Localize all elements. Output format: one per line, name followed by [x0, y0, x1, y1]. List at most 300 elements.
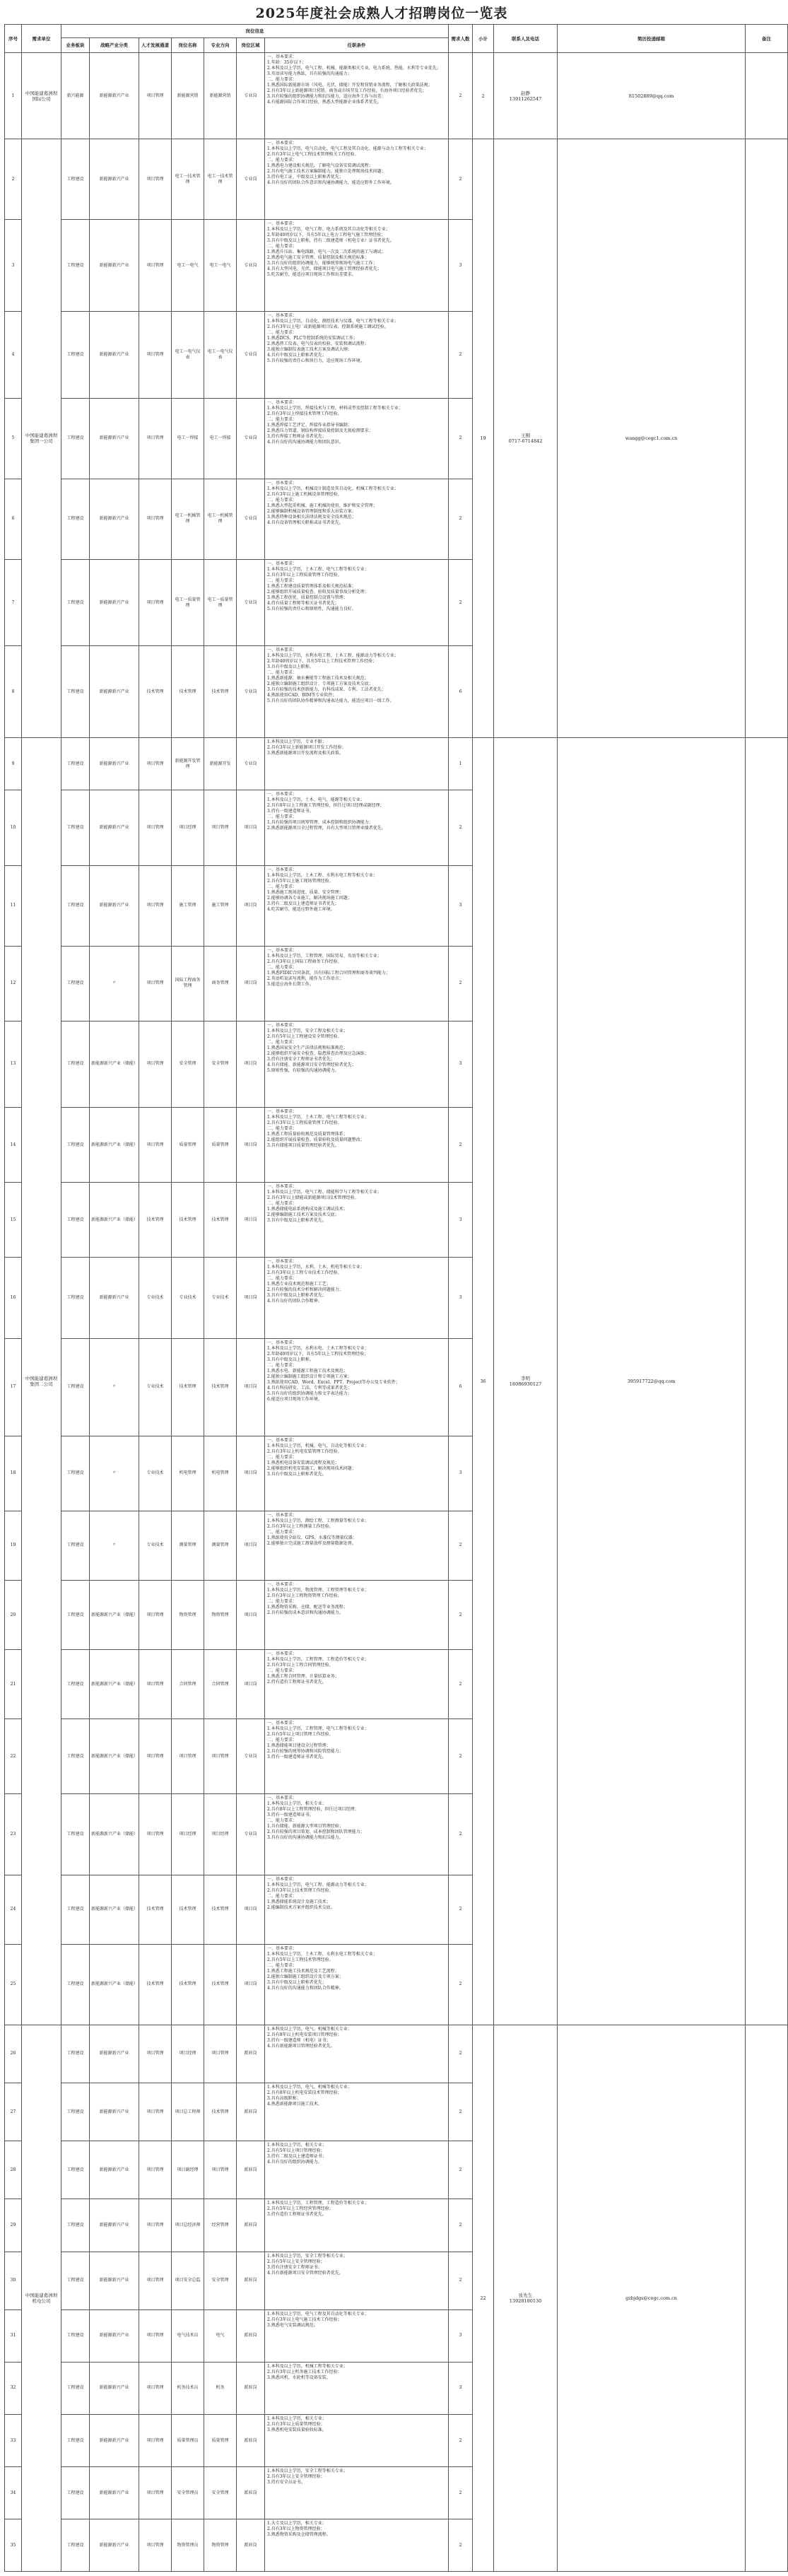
requirements-cell: 一、基本要求： 1.本科及以上学历，工程管理、工程造价等相关专业； 2.具有3年以上工程合同管理经验。 二、能力要求： 1.熟悉工程合同管理、计量结算业务； 2.持有造价工程师证书者优先。	[265, 1650, 449, 1719]
talent-type-cell: 项目管理	[139, 1794, 172, 1875]
header-company: 需求单位	[22, 25, 61, 53]
major-cell: 项目经理	[204, 1794, 237, 1875]
seq-cell: 26	[5, 2025, 22, 2083]
biz-sector-cell: 新兴能源	[61, 53, 90, 139]
headcount-cell: 2	[449, 139, 473, 220]
seq-cell: 4	[5, 312, 22, 398]
headcount-cell: 2	[449, 1580, 473, 1649]
seq-cell: 3	[5, 220, 22, 312]
biz-sector-cell: 工程建设	[61, 1511, 90, 1580]
location-cell: 派驻岗	[237, 2025, 265, 2083]
seq-cell: 6	[5, 479, 22, 559]
biz-sector-cell: 工程建设	[61, 1108, 90, 1183]
position-cell: 电工一电气仪表	[172, 312, 204, 398]
location-cell: 专业岗	[237, 398, 265, 479]
industry-cell: 新能源新兴产业	[90, 479, 139, 559]
position-cell: 物资管理员	[172, 2519, 204, 2572]
location-cell: 派驻岗	[237, 2252, 265, 2309]
biz-sector-cell: 工程建设	[61, 1875, 90, 1944]
biz-sector-cell: 工程建设	[61, 2025, 90, 2083]
location-cell: 项目岗	[237, 1875, 265, 1944]
position-cell: 项目经理	[172, 790, 204, 865]
requirements-cell: 一、基本要求： 1.本科及以上学历，电气工程、储能科学与工程等相关专业； 2.具有3年以上储能或新能源项目技术管理经验。 二、能力要求： 1.熟悉储能电站系统构成及施工调试技术； 2.能够编制施工技术方案及技术交底； 3.具有中级及以上职称者优先。	[265, 1183, 449, 1258]
position-cell: 合同管理	[172, 1650, 204, 1719]
position-cell: 项目总工程师	[172, 2083, 204, 2141]
headcount-cell: 2	[449, 559, 473, 645]
major-cell: 质量管理	[204, 1108, 237, 1183]
email-cell[interactable]: wangg@cegc1.com.cn	[558, 139, 746, 738]
industry-cell: 新能源新兴产业	[90, 2519, 139, 2572]
industry-cell: 新能源新兴产业	[90, 139, 139, 220]
seq-cell: 21	[5, 1650, 22, 1719]
position-cell: 项目经理	[172, 2025, 204, 2083]
table-row	[5, 53, 788, 139]
requirements-cell: 一、基本要求： 1.本科及以上学历，水利、土木、机电等相关专业； 2.具有3年以上工程专业技术工作经验。 二、能力要求： 1.熟悉专业技术规范和施工工艺； 2.具有较强的技术分析和解决问题能力； 3.具有中级及以上职称者优先； 4.具有良好的团队合作精神。	[265, 1258, 449, 1338]
talent-type-cell: 项目管理	[139, 53, 172, 139]
seq-cell: 31	[5, 2309, 22, 2362]
industry-cell: 新能源新兴产业（储能）	[90, 1108, 139, 1183]
requirements-cell: 一、基本要求： 1.本科及以上学历，电气工程、电力系统及其自动化等相关专业； 2.年龄40周岁以下，具有5年以上电力工程电气施工管理经验； 3.具有中级及以上职称，持有二级建造师（机电专业）证书者优先。 二、能力要求： 1.熟悉升压站、集电线路、电气一次及二次系统的施工与调试； 2.熟悉电气施工安全管理、质量控制及相关规范标准； 3.具有良好的组织协调能力，能够统筹现场电气施工工作； 4.具有大型风电、光伏、储能项目电气施工管理经验者优先； 5.吃苦耐劳，能适应项目现场工作和出差要求。	[265, 220, 449, 312]
seq-cell: 24	[5, 1875, 22, 1944]
talent-type-cell: 项目管理	[139, 559, 172, 645]
position-cell: 测量管理	[172, 1511, 204, 1580]
header-group: 岗位信息	[61, 25, 449, 38]
major-cell: 项目管理	[204, 1719, 237, 1794]
talent-type-cell: 技术管理	[139, 1875, 172, 1944]
industry-cell: 新能源新兴产业	[90, 646, 139, 738]
seq-cell: 2	[5, 139, 22, 220]
industry-cell: 〃	[90, 946, 139, 1021]
requirements-cell: 一、基本要求： 1.本科及以上学历，土木工程、电气工程等相关专业； 2.具有3年以上工程质量管理工作经验。 二、能力要求： 1.熟悉工程质量验收规范及质量管理体系； 2.能组织开展质量检查、质量验收及质量问题整改； 3.具有储能项目质量管理经验者优先。	[265, 1108, 449, 1183]
talent-type-cell: 项目管理	[139, 139, 172, 220]
requirements-cell: 1.大专及以上学历，相关专业； 2.具有3年以上物资管理经验； 3.熟悉物资采购及仓储管理流程。	[265, 2519, 449, 2572]
biz-sector-cell: 工程建设	[61, 2309, 90, 2362]
industry-cell: 新能源新兴产业	[90, 312, 139, 398]
location-cell: 专业岗	[237, 479, 265, 559]
biz-sector-cell: 工程建设	[61, 738, 90, 790]
seq-cell: 20	[5, 1580, 22, 1649]
major-cell: 合同管理	[204, 1650, 237, 1719]
position-cell: 质量管理	[172, 1108, 204, 1183]
email-cell[interactable]: 81502889@qq.com	[558, 53, 746, 139]
location-cell: 派驻岗	[237, 2467, 265, 2519]
location-cell: 项目岗	[237, 1021, 265, 1107]
talent-type-cell: 项目管理	[139, 1021, 172, 1107]
requirements-cell: 1.本科及以上学历，机械工程等相关专业； 2.具有3年以上机务施工技术工作经验； 3.熟悉风机、水轮机等设备安装。	[265, 2362, 449, 2414]
industry-cell: 〃	[90, 1511, 139, 1580]
location-cell: 项目岗	[237, 1580, 265, 1649]
headcount-cell: 2	[449, 479, 473, 559]
industry-cell: 新能源新兴产业	[90, 2252, 139, 2309]
headcount-cell: 2	[449, 1650, 473, 1719]
requirements-cell: 1.本科及以上学历，电气、机械等相关专业； 2.具有8年以上机电安装项目管理经验； 3.持有一级建造师（机电）证书； 4.具有新能源项目管理经验者优先。	[265, 2025, 449, 2083]
location-cell: 专业岗	[237, 312, 265, 398]
major-cell: 安全管理	[204, 2467, 237, 2519]
position-cell: 施工管理	[172, 865, 204, 946]
major-cell: 新能源营销	[204, 53, 237, 139]
talent-type-cell: 项目管理	[139, 2467, 172, 2519]
seq-cell: 13	[5, 1021, 22, 1107]
requirements-cell: 1.本科及以上学历，电气、机械等相关专业； 2.具有8年以上机电安装技术管理经验； 3.具有高级职称； 4.熟悉新能源项目施工技术。	[265, 2083, 449, 2141]
talent-type-cell: 项目管理	[139, 2199, 172, 2252]
major-cell: 电工一电气	[204, 220, 237, 312]
biz-sector-cell: 工程建设	[61, 398, 90, 479]
talent-type-cell: 项目管理	[139, 479, 172, 559]
position-cell: 专业技术	[172, 1258, 204, 1338]
seq-cell: 35	[5, 2519, 22, 2572]
company-cell: 中国能建葛洲坝集团一公司	[22, 139, 61, 738]
industry-cell: 新能源新兴产业	[90, 2309, 139, 2362]
headcount-cell: 2	[449, 1875, 473, 1944]
position-cell: 物资管理	[172, 1580, 204, 1649]
position-cell: 质量管理员	[172, 2415, 204, 2467]
talent-type-cell: 项目管理	[139, 1650, 172, 1719]
major-cell: 技术管理	[204, 1875, 237, 1944]
headcount-cell: 2	[449, 790, 473, 865]
position-cell: 机电管理	[172, 1436, 204, 1511]
industry-cell: 新能源新兴产业	[90, 2083, 139, 2141]
industry-cell: 新能源新兴产业	[90, 1258, 139, 1338]
industry-cell: 〃	[90, 1338, 139, 1436]
headcount-cell: 2	[449, 2467, 473, 2519]
location-cell: 项目岗	[237, 1108, 265, 1183]
seq-cell: 1	[5, 53, 22, 139]
industry-cell: 〃	[90, 1436, 139, 1511]
headcount-cell: 2	[449, 2083, 473, 2141]
requirements-cell: 一、基本要求： 1.本科及以上学历，水利水电工程、土木工程、能源动力等相关专业； 2.年龄40周岁以下，具有5年以上工程技术管理工作经验； 3.具有中级及以上职称。 二、能力要求： 1.熟悉新能源、抽水蓄能等工程施工技术及相关规范； 2.能独立编制施工组织设计、专项施工方案及技术交底； 3.具有较强的技术创新能力，有科技成果、专利、工法者优先； 4.熟练使用CAD、BIM等专业软件； 5.具有良好的团队协作精神和沟通表达能力，能适应项目一线工作。	[265, 646, 449, 738]
talent-type-cell: 项目管理	[139, 790, 172, 865]
headcount-cell: 2	[449, 1511, 473, 1580]
company-cell: 中国能建葛洲坝机电公司	[22, 2025, 61, 2572]
headcount-cell: 3	[449, 2309, 473, 2362]
position-cell: 电气技术员	[172, 2309, 204, 2362]
position-cell: 电工一机械管理	[172, 479, 204, 559]
location-cell: 专业岗	[237, 139, 265, 220]
position-cell: 项目安全总监	[172, 2252, 204, 2309]
location-cell: 项目岗	[237, 1436, 265, 1511]
headcount-cell: 2	[449, 2252, 473, 2309]
location-cell: 项目岗	[237, 946, 265, 1021]
location-cell: 派驻岗	[237, 2519, 265, 2572]
industry-cell: 新能源新兴产业（储能）	[90, 1794, 139, 1875]
requirements-cell: 一、基本要求： 1.本科及以上学历，电气自动化、电气工程及其自动化、能源与动力工程等相关专业； 2.具有3年以上电气工程技术管理相关工作经验。 二、能力要求： 1.熟悉电力建设相关规范，了解电气设备安装调试流程； 2.具有电气施工技术方案编制能力，能独立处理现场技术问题； 3.持有电工证、中级及以上职称者优先； 4.具有良好的团队合作意识和沟通协调能力，能适应野外工作环境。	[265, 139, 449, 220]
header-location: 岗位区域	[237, 38, 265, 53]
talent-type-cell: 项目管理	[139, 946, 172, 1021]
biz-sector-cell: 工程建设	[61, 1580, 90, 1649]
table-body	[5, 53, 788, 2572]
seq-cell: 16	[5, 1258, 22, 1338]
headcount-cell: 3	[449, 1021, 473, 1107]
company-cell: 中国能建葛洲坝集团二公司	[22, 738, 61, 2025]
position-cell: 技术管理	[172, 646, 204, 738]
position-cell: 机务技术员	[172, 2362, 204, 2414]
industry-cell: 新能源新兴产业（储能）	[90, 1021, 139, 1107]
industry-cell: 新能源新兴产业	[90, 2141, 139, 2199]
position-cell: 电工一电气	[172, 220, 204, 312]
industry-cell: 新能源新兴产业	[90, 2362, 139, 2414]
headcount-cell: 2	[449, 2025, 473, 2083]
talent-type-cell: 项目管理	[139, 2415, 172, 2467]
headcount-cell: 6	[449, 646, 473, 738]
talent-type-cell: 项目管理	[139, 738, 172, 790]
biz-sector-cell: 工程建设	[61, 2519, 90, 2572]
major-cell: 项目管理	[204, 2141, 237, 2199]
requirements-cell: 一、基本要求： 1.本科及以上学历，土木工程、电气工程等相关专业； 2.具有3年以上工程质量管理工作经验。 二、能力要求： 1.熟悉工程建设质量管理体系及相关规范标准； 2.能够组织开展质量检查、验收及质量事故分析处理； 3.熟悉工程创优、质量控制点设置与管理； 4.持有质量工程师等相关证书者优先； 5.具有较强的责任心和原则性，沟通能力良好。	[265, 559, 449, 645]
position-cell: 电工一焊接	[172, 398, 204, 479]
location-cell: 派驻岗	[237, 2083, 265, 2141]
remarks-cell	[746, 2025, 788, 2572]
industry-cell: 新能源新兴产业（储能）	[90, 1875, 139, 1944]
industry-cell: 新能源新兴产业	[90, 865, 139, 946]
requirements-cell: 一、基本要求： 1.本科及以上学历，自动化、测控技术与仪器、电气工程等相关专业； 2.具有3年以上电厂或新能源项目仪表、控制系统施工调试经验。 二、能力要求： 1.熟悉DCS、PLC等控制系统的安装调试工作； 2.熟悉热工仪表、电气仪表的校验、安装和调试流程； 3.能独立编制仪表施工技术方案及调试大纲； 4.具有中级及以上职称者优先； 5.具有较强的责任心和执行力，适应现场工作环境。	[265, 312, 449, 398]
header-major: 专业方向	[204, 38, 237, 53]
talent-type-cell: 项目管理	[139, 312, 172, 398]
major-cell: 项目管理	[204, 790, 237, 865]
biz-sector-cell: 工程建设	[61, 2252, 90, 2309]
biz-sector-cell: 工程建设	[61, 220, 90, 312]
biz-sector-cell: 工程建设	[61, 1944, 90, 2025]
headcount-cell: 2	[449, 946, 473, 1021]
company-cell: 中国能建葛洲坝国际公司	[22, 53, 61, 139]
header-position: 岗位名称	[172, 38, 204, 53]
biz-sector-cell: 工程建设	[61, 946, 90, 1021]
seq-cell: 12	[5, 946, 22, 1021]
talent-type-cell: 技术管理	[139, 646, 172, 738]
seq-cell: 15	[5, 1183, 22, 1258]
headcount-cell: 2	[449, 2519, 473, 2572]
industry-cell: 新能源新兴产业	[90, 2025, 139, 2083]
talent-type-cell: 项目管理	[139, 865, 172, 946]
seq-cell: 17	[5, 1338, 22, 1436]
talent-type-cell: 项目管理	[139, 220, 172, 312]
table-row	[5, 2025, 788, 2083]
headcount-cell: 2	[449, 53, 473, 139]
headcount-cell: 3	[449, 220, 473, 312]
header-biz-sector: 业务板块	[61, 38, 90, 53]
headcount-cell: 2	[449, 2415, 473, 2467]
seq-cell: 19	[5, 1511, 22, 1580]
industry-cell: 新能源新兴产业（储能）	[90, 1183, 139, 1258]
talent-type-cell: 项目管理	[139, 2309, 172, 2362]
biz-sector-cell: 工程建设	[61, 1021, 90, 1107]
position-cell: 新能源营销	[172, 53, 204, 139]
biz-sector-cell: 工程建设	[61, 790, 90, 865]
major-cell: 电工一质量管理	[204, 559, 237, 645]
biz-sector-cell: 工程建设	[61, 2083, 90, 2141]
biz-sector-cell: 工程建设	[61, 2199, 90, 2252]
position-cell: 新能源开发管理	[172, 738, 204, 790]
major-cell: 机电管理	[204, 1436, 237, 1511]
seq-cell: 18	[5, 1436, 22, 1511]
header-requirements: 任职条件	[265, 38, 449, 53]
position-cell: 电工一质量管理	[172, 559, 204, 645]
biz-sector-cell: 工程建设	[61, 1436, 90, 1511]
remarks-cell	[746, 139, 788, 738]
seq-cell: 10	[5, 790, 22, 865]
major-cell: 物资管理	[204, 2519, 237, 2572]
biz-sector-cell: 工程建设	[61, 559, 90, 645]
requirements-cell: 1.本科及以上学历，安全工程等相关专业； 2.具有3年以上安全管理经验； 3.持有安全员证书。	[265, 2467, 449, 2519]
biz-sector-cell: 工程建设	[61, 865, 90, 946]
position-cell: 技术管理	[172, 1183, 204, 1258]
major-cell: 技术管理	[204, 1183, 237, 1258]
industry-cell: 新能源新兴产业	[90, 220, 139, 312]
total-cell: 36	[473, 738, 494, 2025]
talent-type-cell: 项目管理	[139, 1108, 172, 1183]
seq-cell: 28	[5, 2141, 22, 2199]
requirements-cell: 1.本科及以上学历，工程管理、工程造价等相关专业； 2.具有5年以上工程经营管理经验； 3.持有造价工程师证书者优先。	[265, 2199, 449, 2252]
industry-cell: 新能源新兴产业	[90, 398, 139, 479]
position-cell: 技术管理	[172, 1944, 204, 2025]
seq-cell: 34	[5, 2467, 22, 2519]
remarks-cell	[746, 738, 788, 2025]
industry-cell: 新能源新兴产业	[90, 559, 139, 645]
requirements-cell: 一、基本要求： 1.本科及以上学历，土木工程、水利水电工程等相关专业； 2.具有5年以上施工现场管理经验。 二、能力要求： 1.熟悉施工现场进度、质量、安全管理； 2.能够协调各专业施工，解决现场施工问题； 3.持有二级及以上建造师证书者优先； 4.吃苦耐劳，能适应野外施工环境。	[265, 865, 449, 946]
position-cell: 项目副经理	[172, 2141, 204, 2199]
position-cell: 国际工程商务管理	[172, 946, 204, 1021]
biz-sector-cell: 工程建设	[61, 312, 90, 398]
talent-type-cell: 项目管理	[139, 2083, 172, 2141]
seq-cell: 7	[5, 559, 22, 645]
seq-cell: 32	[5, 2362, 22, 2414]
requirements-cell: 一、基本要求： 1.本科及以上学历，电气工程、能源动力等相关专业； 2.具有3年以上技术管理工作经验。 二、能力要求： 1.熟悉储能系统设计及施工技术； 2.能编制技术方案并组织技术交底。	[265, 1875, 449, 1944]
biz-sector-cell: 工程建设	[61, 2467, 90, 2519]
total-cell: 22	[473, 2025, 494, 2572]
seq-cell: 33	[5, 2415, 22, 2467]
seq-cell: 22	[5, 1719, 22, 1794]
requirements-cell: 1.本科及以上学历，电气工程及其自动化等相关专业； 2.具有3年以上电气施工技术工作经验； 3.熟悉电气安装调试规范。	[265, 2309, 449, 2362]
talent-type-cell: 项目管理	[139, 2362, 172, 2414]
talent-type-cell: 技术管理	[139, 1944, 172, 2025]
table-row	[5, 738, 788, 790]
major-cell: 机务	[204, 2362, 237, 2414]
major-cell: 安全管理	[204, 2252, 237, 2309]
major-cell: 新能源开发	[204, 738, 237, 790]
industry-cell: 新能源新兴产业	[90, 790, 139, 865]
biz-sector-cell: 工程建设	[61, 1258, 90, 1338]
talent-type-cell: 项目管理	[139, 1719, 172, 1794]
location-cell: 派驻岗	[237, 2415, 265, 2467]
major-cell: 项目管理	[204, 2025, 237, 2083]
talent-type-cell: 技术管理	[139, 1183, 172, 1258]
industry-cell: 新能源新兴产业（储能）	[90, 1719, 139, 1794]
total-cell: 2	[473, 53, 494, 139]
requirements-cell: 一、基本要求： 1.本科及以上学历，焊接技术与工程、材料成型及控制工程等相关专业； 2.具有3年以上焊接技术管理工作经验。 二、能力要求： 1.熟悉焊接工艺评定、焊接作业指导书编制； 2.熟悉压力管道、钢结构焊接质量控制及无损检测要求； 3.持有焊接工程师证书者优先； 4.具有良好的沟通协调能力和团队意识。	[265, 398, 449, 479]
biz-sector-cell: 工程建设	[61, 479, 90, 559]
biz-sector-cell: 工程建设	[61, 1650, 90, 1719]
requirements-cell: 一、基本要求： 1.本科及以上学历，土木工程、水利水电工程等相关专业； 2.具有5年以上工程技术管理经验。 二、能力要求： 1.熟悉工程施工技术规范及工艺流程； 2.能独立编制施工组织设计及专项方案； 3.具有中级及以上职称者优先； 4.具有良好的沟通能力和团队合作精神。	[265, 1944, 449, 2025]
talent-type-cell: 专业技术	[139, 1338, 172, 1436]
email-cell[interactable]: 395917722@qq.com	[558, 738, 746, 2025]
seq-cell: 14	[5, 1108, 22, 1183]
biz-sector-cell: 工程建设	[61, 2415, 90, 2467]
requirements-cell: 一、基本要求： 1.年龄：35岁以下； 2.本科及以上学历，电气工程、机械、能源类相关专业，电力系统、热能、水利等专业优先； 3.英语读写能力熟练，具有较强的沟通能力； 二、能力要求： 1.熟悉国际新能源市场（风电、光伏、储能）开发和营销业务流程，了解相关政策法规； 2.具有3年以上新能源项目营销、商务或市场开发工作经验，有海外项目经验者优先； 3.具有较强的组织协调能力和抗压能力，适应海外工作与出差； 4.有能源国际合作项目经验，熟悉大型能源企业体系者优先。	[265, 53, 449, 139]
location-cell: 专业岗	[237, 738, 265, 790]
requirements-cell: 一、基本要求： 1.本科及以上学历，相关专业； 2.具有8年以上工程管理经验，担任过项目经理； 3.持有一级建造师证书。 二、能力要求： 1.具有储能、新能源大型项目管理经验； 2.具有较强的项目策划、成本控制和团队管理能力； 3.具有良好的沟通协调能力和抗压能力。	[265, 1794, 449, 1875]
major-cell: 专业技术	[204, 1258, 237, 1338]
requirements-cell: 一、基本要求： 1.本科及以上学历，工程管理、电气工程等相关专业； 2.具有5年以上项目管理工作经验。 二、能力要求： 1.熟悉储能项目建设全过程管理； 2.具有较强的统筹协调和风险管控能力； 3.持有一级建造师证书者优先。	[265, 1719, 449, 1794]
talent-type-cell: 专业技术	[139, 1436, 172, 1511]
location-cell: 项目岗	[237, 865, 265, 946]
requirements-cell: 一、基本要求： 1.本科及以上学历，工程管理、国际贸易、英语等相关专业； 2.具有3年以上国际工程商务工作经验。 二、能力要求： 1.熟悉FIDIC合同条款，具有国际工程合同管理和商务谈判能力； 2.英语听说读写流利，能作为工作语言； 3.能适应海外长期工作。	[265, 946, 449, 1021]
location-cell: 项目岗	[237, 1258, 265, 1338]
headcount-cell: 2	[449, 1719, 473, 1794]
requirements-cell: 1.本科及以上学历，专业不限； 2.具有3年以上新能源项目开发工作经验； 3.熟悉新能源项目开发流程及相关政策。	[265, 738, 449, 790]
location-cell: 派驻岗	[237, 2309, 265, 2362]
requirements-cell: 一、基本要求： 1.本科及以上学历，土木、电气、能源等相关专业； 2.具有8年以上工程施工管理经验，担任过项目经理或副经理； 3.持有一级建造师证书。 二、能力要求： 1.具有较强的项目统筹管理、成本控制和组织协调能力； 2.熟悉新能源项目全过程管理，具有大型项目管理业绩者优先。	[265, 790, 449, 865]
contact-cell: 王刚 0717-6714842	[494, 139, 558, 738]
header-industry: 战略产业分类	[90, 38, 139, 53]
requirements-cell: 一、基本要求： 1.本科及以上学历，物流管理、工程管理等相关专业； 2.具有3年以上工程物资管理工作经验。 二、能力要求： 1.熟悉物资采购、仓储、配送等业务流程； 2.具有较强的成本意识和沟通协调能力。	[265, 1580, 449, 1649]
biz-sector-cell: 工程建设	[61, 2141, 90, 2199]
seq-cell: 27	[5, 2083, 22, 2141]
major-cell: 电工一机械管理	[204, 479, 237, 559]
major-cell: 商务管理	[204, 946, 237, 1021]
seq-cell: 23	[5, 1794, 22, 1875]
major-cell: 技术管理	[204, 646, 237, 738]
location-cell: 派驻岗	[237, 2141, 265, 2199]
seq-cell: 25	[5, 1944, 22, 2025]
industry-cell: 新能源新兴产业（储能）	[90, 1944, 139, 2025]
major-cell: 经营管理	[204, 2199, 237, 2252]
headcount-cell: 2	[449, 398, 473, 479]
headcount-cell: 3	[449, 1183, 473, 1258]
header-contact: 联系人及电话	[494, 25, 558, 53]
headcount-cell: 3	[449, 865, 473, 946]
remarks-cell	[746, 53, 788, 139]
requirements-cell: 1.本科及以上学历，相关专业； 2.具有5年以上项目管理经验； 3.持有二级及以上建造师证书； 4.具有良好的组织协调能力。	[265, 2141, 449, 2199]
biz-sector-cell: 工程建设	[61, 139, 90, 220]
requirements-cell: 一、基本要求： 1.本科及以上学历，测绘工程、工程测量等相关专业； 2.具有3年以上工程测量工作经验。 二、能力要求： 1.熟练使用全站仪、GPS、水准仪等测量仪器； 2.能够独立完成施工测量放样及测量数据处理。	[265, 1511, 449, 1580]
industry-cell: 新能源新兴产业	[90, 2467, 139, 2519]
industry-cell: 新能源新兴产业（储能）	[90, 1650, 139, 1719]
location-cell: 派驻岗	[237, 2199, 265, 2252]
location-cell: 项目岗	[237, 1183, 265, 1258]
major-cell: 电工一技术管理	[204, 139, 237, 220]
headcount-cell: 2	[449, 1794, 473, 1875]
major-cell: 施工管理	[204, 865, 237, 946]
talent-type-cell: 专业技术	[139, 1258, 172, 1338]
requirements-cell: 一、基本要求： 1.本科及以上学历，机械设计制造及其自动化、机械工程等相关专业； 2.具有3年以上施工机械设备管理经验。 二、能力要求： 1.熟悉大型起重机械、施工机械的使用、维护和安全管理； 2.能够编制机械设备管理制度和重大吊装方案； 3.熟悉特种设备相关法律法规及安全技术规范； 4.具有设备管理相关职称或证书者优先。	[265, 479, 449, 559]
biz-sector-cell: 工程建设	[61, 2362, 90, 2414]
major-cell: 测量管理	[204, 1511, 237, 1580]
location-cell: 项目岗	[237, 1650, 265, 1719]
header-seq: 序号	[5, 25, 22, 53]
position-cell: 项目管理	[172, 1719, 204, 1794]
headcount-cell: 3	[449, 1258, 473, 1338]
biz-sector-cell: 工程建设	[61, 1719, 90, 1794]
location-cell: 派驻岗	[237, 2362, 265, 2414]
industry-cell: 新能源新兴产业	[90, 2415, 139, 2467]
seq-cell: 5	[5, 398, 22, 479]
talent-type-cell: 项目管理	[139, 2519, 172, 2572]
header-talent-type: 人才发展通道	[139, 38, 172, 53]
industry-cell: 新能源新兴产业	[90, 2199, 139, 2252]
email-cell[interactable]: gzbjdgs@cegc.com.cn	[558, 2025, 746, 2572]
biz-sector-cell: 工程建设	[61, 1183, 90, 1258]
position-cell: 安全管理员	[172, 2467, 204, 2519]
headcount-cell: 6	[449, 1338, 473, 1436]
talent-type-cell: 项目管理	[139, 2252, 172, 2309]
contact-cell: 张先生 13928180130	[494, 2025, 558, 2572]
major-cell: 技术管理	[204, 1944, 237, 2025]
industry-cell: 新能源新兴产业	[90, 53, 139, 139]
major-cell: 技术管理	[204, 1338, 237, 1436]
major-cell: 技术管理	[204, 2083, 237, 2141]
header-email: 简历投递邮箱	[558, 25, 746, 53]
headcount-cell: 2	[449, 1944, 473, 2025]
seq-cell: 11	[5, 865, 22, 946]
